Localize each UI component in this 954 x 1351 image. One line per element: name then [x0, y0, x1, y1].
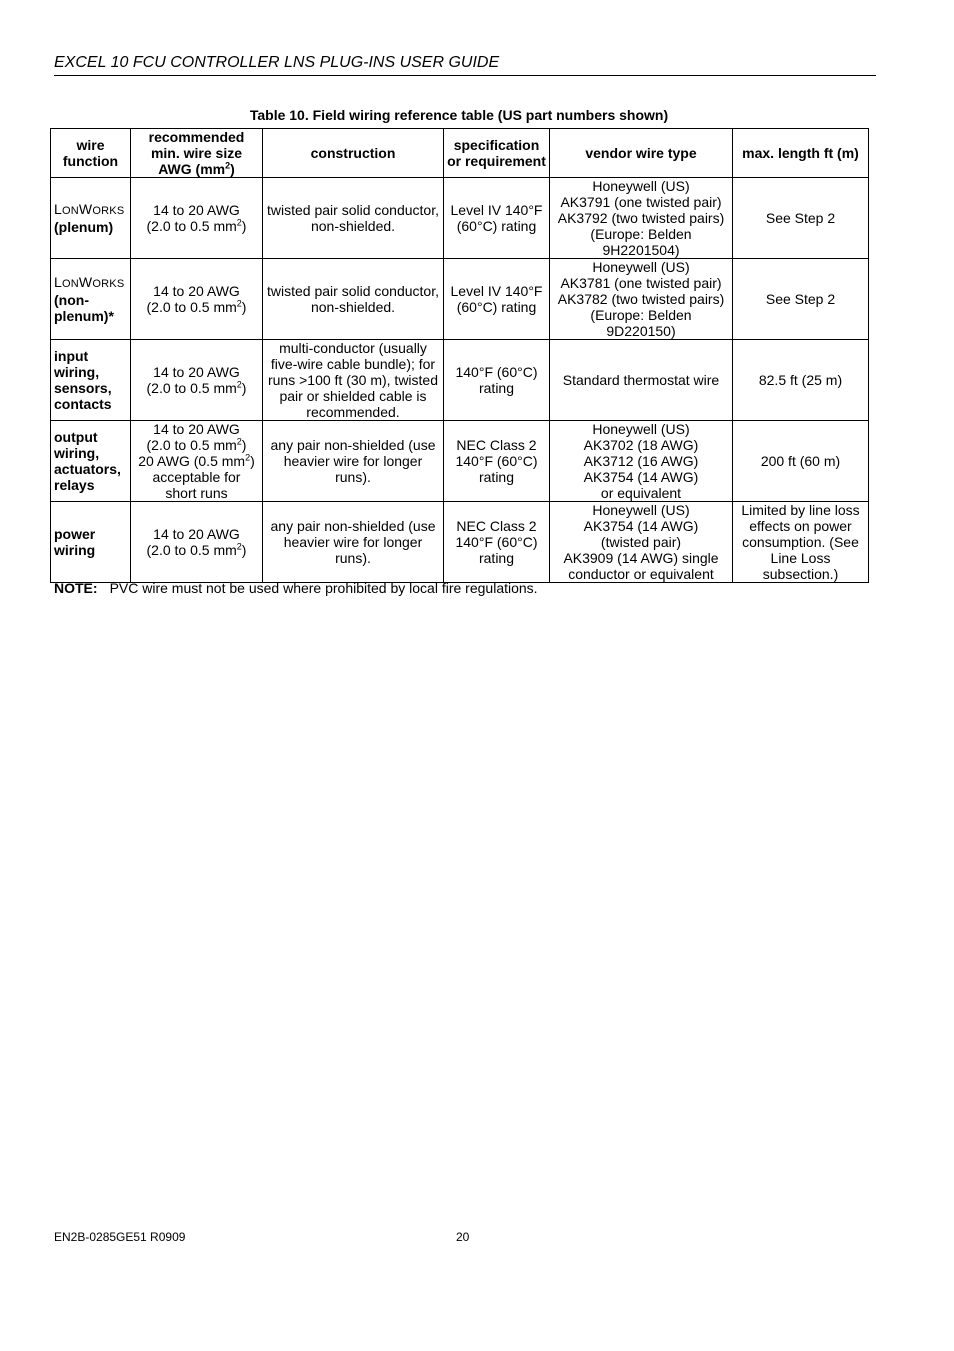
vendor-line: Honeywell (US) — [592, 178, 690, 194]
footer-page-number: 20 — [456, 1230, 470, 1244]
page-header-title: EXCEL 10 FCU CONTROLLER LNS PLUG-INS USER GUIDE — [54, 54, 876, 76]
vendor-line: AK3754 (14 AWG) — [583, 469, 699, 485]
size-text: (2.0 to 0.5 mm — [146, 542, 237, 558]
vendor-line: (Europe: Belden — [590, 307, 692, 323]
note-label: NOTE: — [54, 580, 98, 596]
vendor-line: Standard thermostat wire — [562, 372, 720, 388]
vendor-cell — [550, 259, 733, 340]
size-line — [134, 542, 259, 558]
col-header-min-wire-size — [131, 129, 263, 178]
construction-cell: twisted pair solid conductor, non-shielded. — [263, 259, 444, 340]
size-line: 14 to 20 AWG — [153, 202, 240, 218]
size-line: 14 to 20 AWG — [153, 526, 240, 542]
max-length-cell: 82.5 ft (25 m) — [733, 340, 869, 421]
vendor-line: AK3909 (14 AWG) single conductor or equivalent — [563, 550, 719, 582]
max-length-cell: See Step 2 — [733, 259, 869, 340]
size-line: 14 to 20 AWG — [153, 283, 240, 299]
table-note — [54, 580, 538, 596]
vendor-cell — [550, 340, 733, 421]
size-sup: 2 — [245, 452, 251, 463]
size-close: ) — [250, 453, 255, 469]
size-line: 14 to 20 AWG — [153, 421, 240, 437]
size-line — [134, 218, 259, 234]
size-close: ) — [241, 299, 247, 315]
table-row — [51, 502, 869, 583]
size-sup: 2 — [236, 217, 242, 228]
size-sup: 2 — [236, 379, 242, 390]
vendor-line: AK3754 (14 AWG) — [583, 518, 699, 534]
vendor-line: Honeywell (US) — [592, 502, 690, 518]
lonworks-label: LONWORKS — [54, 274, 125, 290]
size-text: 20 AWG (0.5 mm — [138, 453, 246, 469]
wire-function-cell — [51, 178, 131, 259]
size-text: (2.0 to 0.5 mm — [146, 380, 237, 396]
col-header-min-size-line2 — [134, 161, 259, 177]
vendor-line: AK3791 (one twisted pair) — [560, 194, 722, 210]
wire-function-label: output wiring, actuators, relays — [54, 429, 121, 493]
min-wire-size-cell — [131, 259, 263, 340]
size-line: 14 to 20 AWG — [153, 364, 240, 380]
table-caption: Table 10. Field wiring reference table (US part numbers shown) — [249, 107, 669, 123]
wire-function-label: input wiring, sensors, contacts — [54, 348, 112, 412]
max-length-cell: Limited by line loss effects on power consumption. (See Line Loss subsection.) — [733, 502, 869, 583]
wire-function-label: power wiring — [54, 526, 96, 558]
size-close: ) — [241, 437, 247, 453]
vendor-line: 9H2201504) — [602, 242, 680, 258]
wire-function-label: (plenum) — [54, 219, 114, 235]
construction-cell: any pair non-shielded (use heavier wire for longer runs). — [263, 421, 444, 502]
vendor-cell — [550, 421, 733, 502]
col-header-min-size-close: ) — [230, 161, 235, 177]
lonworks-label: LONWORKS — [54, 201, 125, 217]
size-line — [134, 299, 259, 315]
vendor-line: AK3712 (16 AWG) — [583, 453, 699, 469]
specification-cell: Level IV 140°F (60°C) rating — [444, 259, 550, 340]
footer-doc-code: EN2B-0285GE51 R0909 — [54, 1230, 186, 1244]
vendor-cell — [550, 178, 733, 259]
size-text: (2.0 to 0.5 mm — [146, 437, 237, 453]
size-text: (2.0 to 0.5 mm — [146, 218, 237, 234]
vendor-line: AK3781 (one twisted pair) — [560, 275, 722, 291]
size-text: (2.0 to 0.5 mm — [146, 299, 237, 315]
max-length-cell: See Step 2 — [733, 178, 869, 259]
construction-cell: multi-conductor (usually five-wire cable bundle); for runs >100 ft (30 m), twisted pair or shielded cable is recommended. — [263, 340, 444, 421]
vendor-line: AK3782 (two twisted pairs) — [557, 291, 725, 307]
col-header-construction: construction — [263, 129, 444, 178]
wire-function-cell — [51, 502, 131, 583]
table-row — [51, 340, 869, 421]
table-row — [51, 259, 869, 340]
col-header-min-size-unit: AWG (mm — [158, 161, 226, 177]
wire-function-cell — [51, 259, 131, 340]
vendor-cell — [550, 502, 733, 583]
wire-function-cell — [51, 340, 131, 421]
specification-cell: 140°F (60°C) rating — [444, 340, 550, 421]
min-wire-size-cell — [131, 340, 263, 421]
col-header-wire-function: wire function — [51, 129, 131, 178]
specification-cell: Level IV 140°F (60°C) rating — [444, 178, 550, 259]
size-sup: 2 — [236, 298, 242, 309]
size-close: ) — [241, 218, 247, 234]
size-close: ) — [241, 380, 247, 396]
note-text: PVC wire must not be used where prohibited by local fire regulations. — [109, 580, 538, 596]
size-sup: 2 — [236, 541, 242, 552]
size-close: ) — [241, 542, 247, 558]
min-wire-size-cell — [131, 421, 263, 502]
size-line: short runs — [165, 485, 228, 501]
size-line — [134, 380, 259, 396]
size-line — [134, 453, 259, 469]
size-sup: 2 — [236, 436, 242, 447]
min-wire-size-cell — [131, 502, 263, 583]
specification-cell: NEC Class 2 140°F (60°C) rating — [444, 502, 550, 583]
wire-function-label: (non-plenum)* — [54, 292, 114, 324]
vendor-line: AK3792 (two twisted pairs) — [557, 210, 725, 226]
construction-cell: twisted pair solid conductor, non-shielded. — [263, 178, 444, 259]
vendor-line: AK3702 (18 AWG) — [583, 437, 699, 453]
size-line: acceptable for — [152, 469, 241, 485]
col-header-specification: specification or requirement — [444, 129, 550, 178]
vendor-line: 9D220150) — [606, 323, 676, 339]
vendor-line: (Europe: Belden — [590, 226, 692, 242]
field-wiring-table — [50, 128, 869, 583]
col-header-max-length: max. length ft (m) — [733, 129, 869, 178]
size-line — [134, 437, 259, 453]
col-header-min-size-line1: recommended min. wire size — [148, 129, 245, 161]
vendor-line: Honeywell (US) — [592, 259, 690, 275]
table-row — [51, 178, 869, 259]
table-header-row — [51, 129, 869, 178]
specification-cell: NEC Class 2 140°F (60°C) rating — [444, 421, 550, 502]
min-wire-size-cell — [131, 178, 263, 259]
table-row — [51, 421, 869, 502]
vendor-line: (twisted pair) — [600, 534, 682, 550]
col-header-vendor: vendor wire type — [550, 129, 733, 178]
construction-cell: any pair non-shielded (use heavier wire for longer runs). — [263, 502, 444, 583]
col-header-min-size-sup: 2 — [225, 160, 231, 171]
vendor-line: or equivalent — [600, 485, 682, 501]
wire-function-cell — [51, 421, 131, 502]
max-length-cell: 200 ft (60 m) — [733, 421, 869, 502]
vendor-line: Honeywell (US) — [592, 421, 690, 437]
